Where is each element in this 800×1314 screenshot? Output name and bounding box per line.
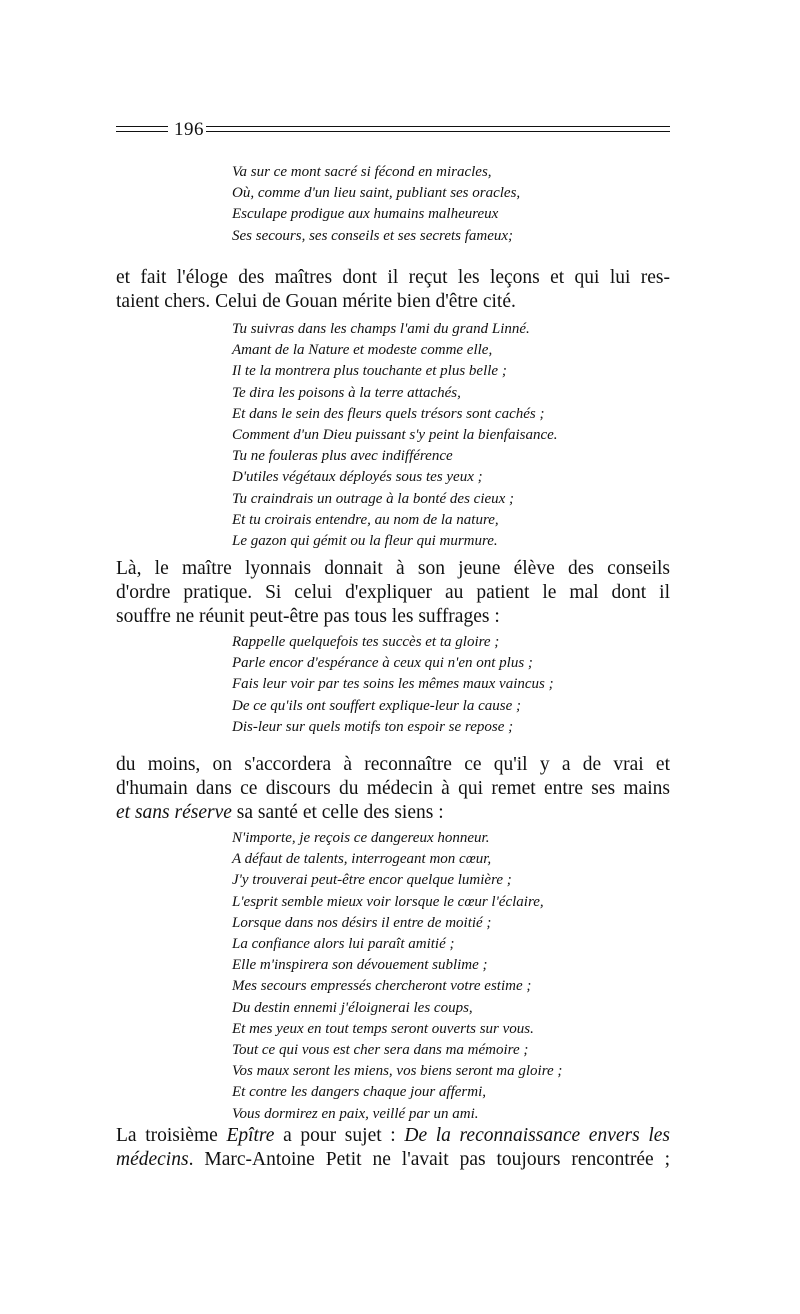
verse-line: Esculape prodigue aux humains malheureux (232, 206, 499, 223)
paragraph-text: sa santé et celle des siens : (231, 802, 444, 823)
paragraph-1 (116, 266, 670, 314)
verse-line: Le gazon qui gémit ou la fleur qui murmure. (232, 533, 498, 550)
emphasis-text: médecins (116, 1149, 189, 1170)
verse-block-3 (232, 632, 554, 738)
paragraph-2 (116, 557, 670, 629)
verse-line: Mes secours empressés chercheront votre estime ; (232, 978, 532, 995)
verse-line: Amant de la Nature et modeste comme elle, (232, 342, 493, 359)
paragraph-line (116, 801, 670, 825)
verse-block-2 (232, 319, 558, 552)
page-header (116, 119, 670, 143)
verse-line: Et contre les dangers chaque jour affermi, (232, 1084, 486, 1101)
verse-line: Tu ne fouleras plus avec indifférence (232, 448, 453, 465)
paragraph-text: . Marc-Antoine Petit ne l'avait pas toujours rencontrée ; (188, 1149, 670, 1170)
verse-line: Elle m'inspirera son dévouement sublime ; (232, 957, 488, 974)
verse-line: Et dans le sein des fleurs quels trésors sont cachés ; (232, 405, 545, 422)
verse-line: N'importe, je reçois ce dangereux honneur. (232, 830, 490, 846)
emphasis-text: Epître (226, 1125, 275, 1146)
verse-line: Te dira les poisons à la terre attachés, (232, 384, 461, 401)
verse-line: Rappelle quelquefois tes succès et ta gloire ; (232, 634, 500, 650)
paragraph-line: souffre ne réunit peut-être pas tous les suffrages : (116, 606, 500, 627)
header-rule-left-bottom (116, 131, 168, 132)
verse-line: Vous dormirez en paix, veillé par un ami. (232, 1105, 479, 1122)
paragraph-text: a pour sujet : (274, 1125, 405, 1146)
verse-block-1 (232, 162, 520, 247)
verse-line: Va sur ce mont sacré si fécond en miracles, (232, 164, 492, 180)
verse-line: Comment d'un Dieu puissant s'y peint la bienfaisance. (232, 427, 558, 444)
verse-line: Il te la montrera plus touchante et plus belle ; (232, 363, 507, 380)
verse-line: Lorsque dans nos désirs il entre de moitié ; (232, 914, 492, 931)
verse-line: Tout ce qui vous est cher sera dans ma mémoire ; (232, 1042, 529, 1059)
verse-line: D'utiles végétaux déployés sous tes yeux ; (232, 469, 483, 486)
verse-line: J'y trouverai peut-être encor quelque lumière ; (232, 872, 512, 889)
verse-line: Parle encor d'espérance à ceux qui n'en ont plus ; (232, 655, 533, 672)
verse-line: Du destin ennemi j'éloignerai les coups, (232, 999, 473, 1016)
paragraph-4 (116, 1124, 670, 1172)
emphasis-text: De la reconnaissance envers les (404, 1125, 670, 1146)
header-rule-left-top (116, 126, 168, 127)
verse-line: Et mes yeux en tout temps seront ouverts sur vous. (232, 1020, 534, 1037)
verse-line: Ses secours, ses conseils et ses secrets fameux; (232, 227, 514, 244)
verse-line: A défaut de talents, interrogeant mon cœur, (232, 851, 492, 868)
emphasis-text: et sans réserve (116, 802, 232, 823)
verse-line: De ce qu'ils ont souffert explique-leur la cause ; (232, 697, 521, 714)
verse-block-4 (232, 828, 562, 1125)
verse-line: Vos maux seront les miens, vos biens seront ma gloire ; (232, 1063, 563, 1080)
verse-line: Où, comme d'un lieu saint, publiant ses oracles, (232, 185, 521, 202)
paragraph-line (116, 1148, 670, 1172)
paragraph-line: Là, le maître lyonnais donnait à son jeune élève des conseils (116, 558, 670, 579)
verse-line: Dis-leur sur quels motifs ton espoir se repose ; (232, 718, 514, 735)
paragraph-3 (116, 753, 670, 825)
header-rule-right-top (206, 126, 670, 127)
verse-line: Tu suivras dans les champs l'ami du grand Linné. (232, 321, 530, 337)
header-rule-right-bottom (206, 131, 670, 132)
paragraph-line: d'humain dans ce discours du médecin à qui remet entre ses mains (116, 778, 670, 799)
paragraph-line: d'ordre pratique. Si celui d'expliquer au patient le mal dont il (116, 582, 670, 603)
paragraph-line: et fait l'éloge des maîtres dont il reçut les leçons et qui lui res- (116, 267, 670, 288)
paragraph-line (116, 1124, 670, 1148)
verse-line: L'esprit semble mieux voir lorsque le cœur l'éclaire, (232, 893, 544, 910)
verse-line: La confiance alors lui paraît amitié ; (232, 936, 455, 953)
verse-line: Et tu croirais entendre, au nom de la nature, (232, 511, 499, 528)
paragraph-line: taient chers. Celui de Gouan mérite bien d'être cité. (116, 291, 516, 312)
verse-line: Tu craindrais un outrage à la bonté des cieux ; (232, 490, 515, 507)
page-number: 196 (174, 119, 204, 140)
verse-line: Fais leur voir par tes soins les mêmes maux vaincus ; (232, 676, 554, 693)
paragraph-line: du moins, on s'accordera à reconnaître ce qu'il y a de vrai et (116, 754, 670, 775)
paragraph-text: La troisième (116, 1125, 227, 1146)
